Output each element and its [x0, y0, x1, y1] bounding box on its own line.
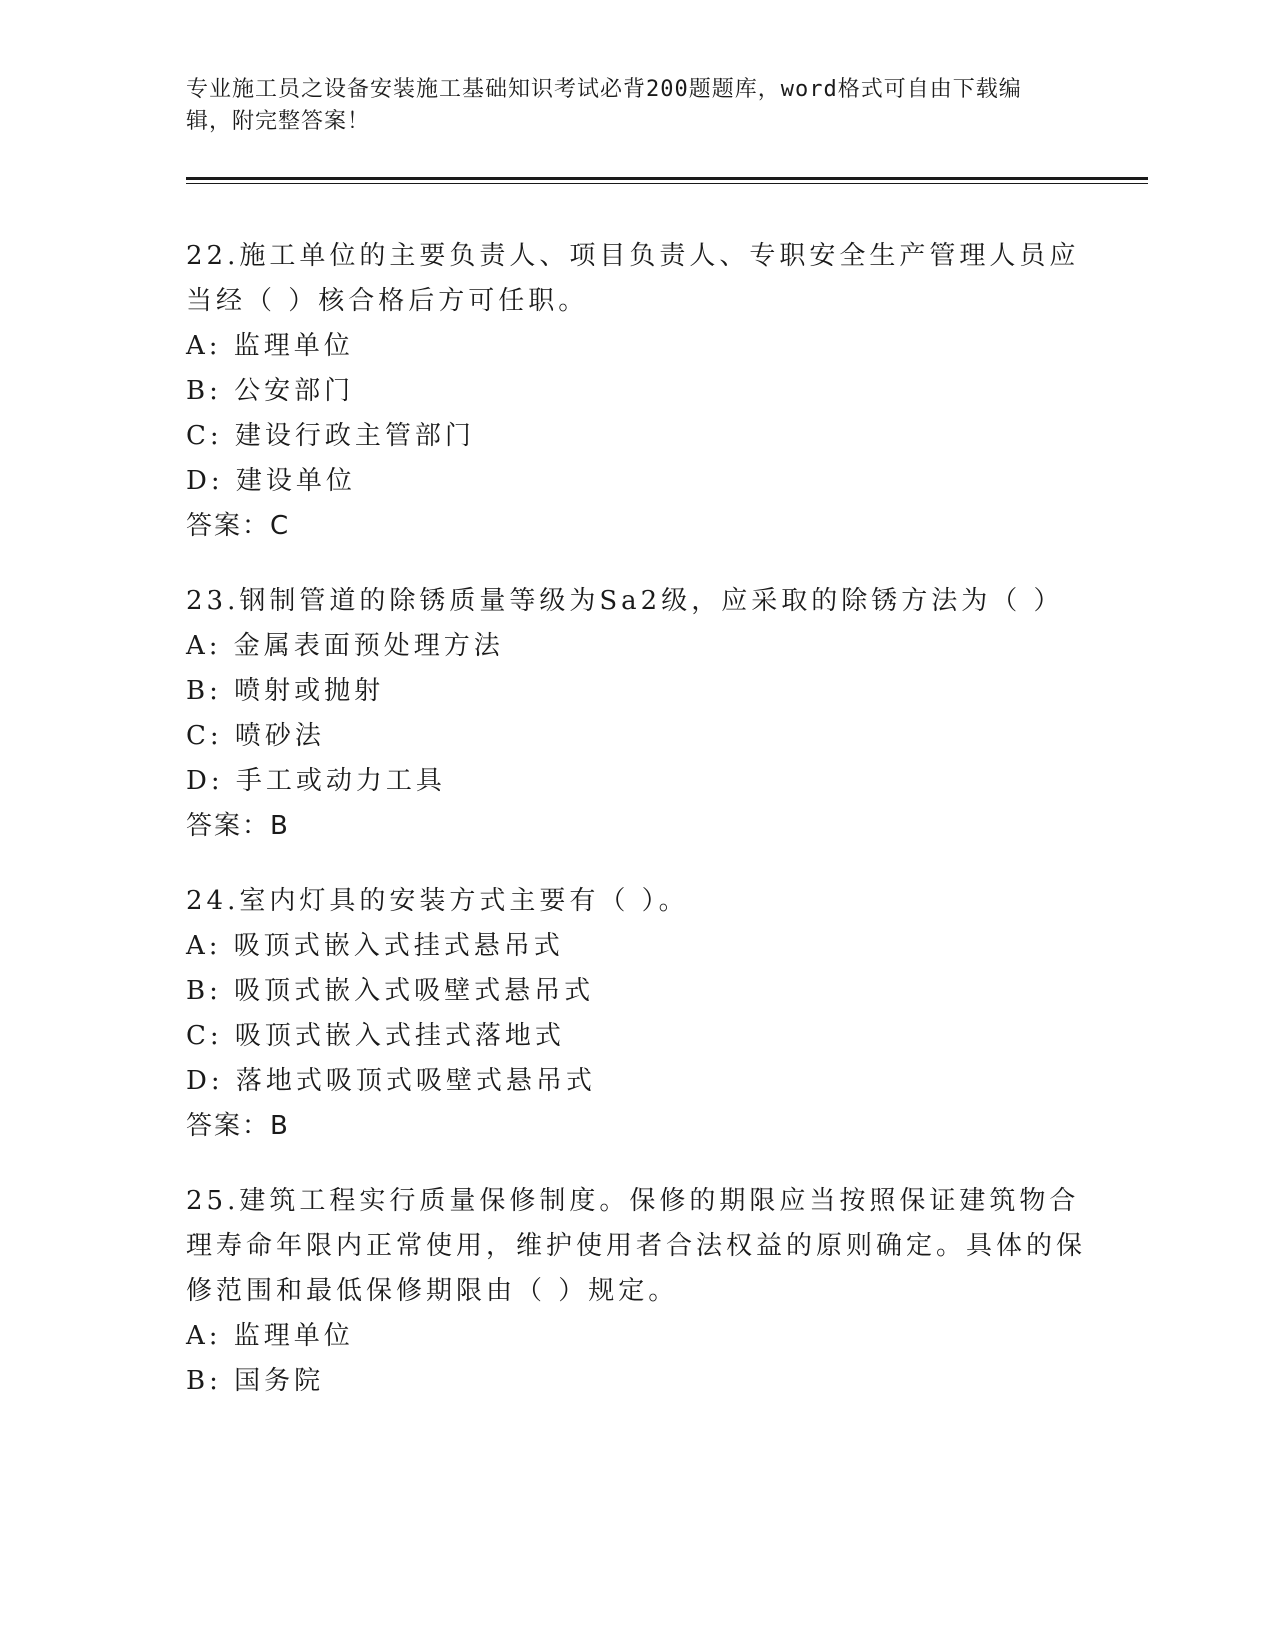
- option-d: D: 建设单位: [186, 466, 356, 496]
- question-25: [186, 1179, 1086, 1404]
- answer: 答案：B: [186, 811, 290, 841]
- option-b: B: 公安部门: [186, 376, 355, 406]
- question-text: 24.室内灯具的安装方式主要有（ ）。: [186, 886, 689, 916]
- option-c: C: 建设行政主管部门: [186, 421, 475, 451]
- option-a: A: 吸顶式嵌入式挂式悬吊式: [186, 931, 564, 961]
- document-header: 专业施工员之设备安装施工基础知识考试必背200题题库，word格式可自由下载编辑，附完整答案！: [186, 77, 1022, 134]
- option-b: B: 吸顶式嵌入式吸壁式悬吊式: [186, 976, 595, 1006]
- option-a: A: 金属表面预处理方法: [186, 631, 504, 661]
- option-c: C: 吸顶式嵌入式挂式落地式: [186, 1021, 565, 1051]
- option-a: A: 监理单位: [186, 1321, 354, 1351]
- option-d: D: 落地式吸顶式吸壁式悬吊式: [186, 1066, 596, 1096]
- question-list: [186, 234, 1086, 1434]
- question-23: [186, 579, 1086, 849]
- question-text: 22.施工单位的主要负责人、项目负责人、专职安全生产管理人员应当经（ ）核合格后方可任职。: [186, 241, 1080, 316]
- answer: 答案：B: [186, 1111, 290, 1141]
- question-24: [186, 879, 1086, 1149]
- question-text: 25.建筑工程实行质量保修制度。保修的期限应当按照保证建筑物合理寿命年限内正常使用，维护使用者合法权益的原则确定。具体的保修范围和最低保修期限由（ ）规定。: [186, 1186, 1087, 1306]
- question-22: [186, 234, 1086, 549]
- option-a: A: 监理单位: [186, 331, 354, 361]
- answer: 答案：C: [186, 511, 291, 541]
- option-b: B: 国务院: [186, 1366, 325, 1396]
- header-divider-thick: [186, 177, 1148, 180]
- option-d: D: 手工或动力工具: [186, 766, 446, 796]
- option-b: B: 喷射或抛射: [186, 676, 385, 706]
- header-divider-thin: [186, 183, 1148, 184]
- option-c: C: 喷砂法: [186, 721, 325, 751]
- question-text: 23.钢制管道的除锈质量等级为Sa2级，应采取的除锈方法为（ ）: [186, 586, 1064, 616]
